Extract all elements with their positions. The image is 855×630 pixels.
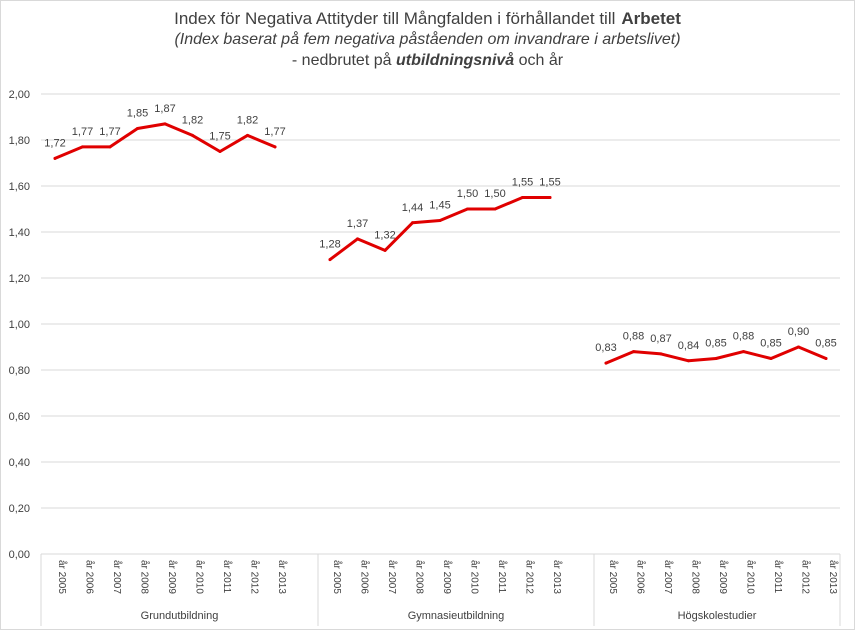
- data-label: 1,44: [401, 201, 424, 214]
- data-point: [494, 208, 497, 211]
- x-tick-label: år 2008: [138, 560, 150, 594]
- data-label: 1,85: [126, 107, 149, 120]
- data-point: [191, 134, 194, 137]
- data-label: 0,84: [677, 339, 700, 352]
- x-tick-label: år 2011: [221, 560, 232, 594]
- data-point: [687, 359, 690, 362]
- y-tick-label: 1,20: [8, 273, 30, 285]
- group-label: Grundutbildning: [140, 610, 219, 622]
- data-label: 0,87: [650, 332, 672, 345]
- data-point: [246, 134, 249, 137]
- data-label: 1,45: [429, 199, 451, 212]
- data-label: 1,82: [236, 114, 259, 127]
- data-labels: [44, 103, 836, 354]
- title-line-3-suffix: och år: [518, 52, 564, 69]
- data-label: 1,72: [44, 137, 66, 150]
- data-point: [219, 150, 222, 153]
- data-point: [825, 357, 828, 360]
- data-point: [632, 350, 635, 353]
- data-label: 1,55: [511, 176, 534, 189]
- x-tick-label: år 2009: [441, 560, 452, 594]
- y-tick-label: 2,00: [8, 89, 30, 101]
- data-label: 1,50: [456, 188, 479, 200]
- y-tick-label: 0,00: [8, 549, 30, 561]
- x-tick-label: år 2011: [772, 560, 783, 594]
- data-point: [81, 145, 84, 148]
- data-point: [274, 145, 277, 148]
- data-label: 0,90: [787, 326, 810, 338]
- x-tick-label: år 2010: [193, 560, 205, 594]
- y-axis: [9, 89, 30, 561]
- x-tick-label: år 2010: [468, 560, 480, 594]
- y-tick-label: 1,00: [8, 319, 30, 331]
- data-label: 0,85: [815, 337, 837, 350]
- x-tick-label: år 2012: [523, 560, 535, 594]
- data-point: [466, 208, 469, 211]
- data-point: [715, 357, 718, 360]
- data-point: [797, 346, 800, 349]
- group-label: Högskolestudier: [677, 610, 757, 622]
- data-point: [109, 145, 112, 148]
- x-tick-label: år 2012: [248, 560, 260, 594]
- data-label: 0,88: [622, 330, 645, 343]
- x-tick-label: år 2008: [413, 560, 425, 594]
- data-label: 0,85: [705, 337, 727, 350]
- data-label: 1,37: [346, 217, 369, 230]
- x-tick-label: år 2006: [634, 560, 646, 594]
- y-tick-label: 0,20: [8, 503, 30, 515]
- data-point: [770, 357, 773, 360]
- y-tick-label: 0,60: [8, 411, 30, 423]
- data-point: [329, 258, 332, 261]
- group-label: Gymnasieutbildning: [407, 610, 505, 622]
- x-tick-label: år 2007: [386, 560, 397, 594]
- x-tick-label: år 2007: [111, 560, 122, 594]
- x-tick-label: år 2010: [744, 560, 756, 594]
- data-label: 1,55: [539, 176, 561, 189]
- data-label: 1,75: [209, 130, 231, 143]
- x-tick-label: år 2011: [496, 560, 507, 594]
- data-point: [742, 350, 745, 353]
- data-label: 1,87: [154, 102, 176, 115]
- data-point: [356, 237, 359, 240]
- data-label: 1,50: [484, 188, 506, 200]
- data-label: 1,77: [264, 125, 286, 138]
- title-line-1-text: Index för Negativa Attityder till Mångfalden i förhållandet till: [174, 9, 616, 28]
- y-tick-label: 0,80: [8, 365, 30, 377]
- data-point: [439, 219, 442, 222]
- x-tick-label: år 2008: [689, 560, 701, 594]
- x-tick-label: år 2013: [551, 560, 562, 594]
- data-point: [384, 249, 387, 252]
- data-label: 0,88: [732, 330, 755, 343]
- x-tick-label: år 2009: [717, 560, 728, 594]
- x-tick-label: år 2013: [276, 560, 287, 594]
- data-point: [411, 221, 414, 224]
- data-label: 1,32: [374, 229, 396, 242]
- gridlines: [41, 94, 840, 554]
- data-point: [549, 196, 552, 199]
- x-tick-label: år 2013: [827, 560, 838, 594]
- data-label: 1,82: [181, 114, 204, 127]
- x-tick-label: år 2005: [56, 560, 67, 594]
- x-tick-label: år 2005: [331, 560, 342, 594]
- x-tick-label: år 2005: [607, 560, 618, 594]
- x-tick-label: år 2006: [358, 560, 370, 594]
- x-tick-label: år 2009: [166, 560, 177, 594]
- data-point: [660, 352, 663, 355]
- data-label: 1,77: [71, 125, 94, 138]
- data-point: [54, 157, 57, 160]
- title-line-3-emphasis: utbildningsnivå: [395, 52, 515, 69]
- data-series: [54, 122, 828, 364]
- data-label: 0,85: [760, 337, 782, 350]
- title-line-2: (Index baserat på fem negativa påståenden om invandrare i arbetslivet): [174, 31, 681, 48]
- x-tick-label: år 2006: [83, 560, 95, 594]
- data-label: 0,83: [595, 342, 617, 355]
- x-axis: [41, 554, 840, 626]
- y-tick-label: 1,40: [8, 227, 30, 239]
- title-line-3-prefix: - nedbrutet på: [291, 52, 392, 69]
- data-label: 1,28: [319, 238, 341, 251]
- y-tick-label: 1,60: [8, 181, 30, 193]
- data-point: [521, 196, 524, 199]
- title-line-1-emphasis: Arbetet: [621, 9, 681, 28]
- y-tick-label: 0,40: [8, 457, 30, 469]
- data-point: [164, 122, 167, 125]
- data-point: [605, 362, 608, 365]
- x-tick-label: år 2012: [799, 560, 811, 594]
- y-tick-label: 1,80: [8, 135, 30, 147]
- data-label: 1,77: [99, 125, 121, 138]
- data-point: [136, 127, 139, 130]
- x-tick-label: år 2007: [662, 560, 673, 594]
